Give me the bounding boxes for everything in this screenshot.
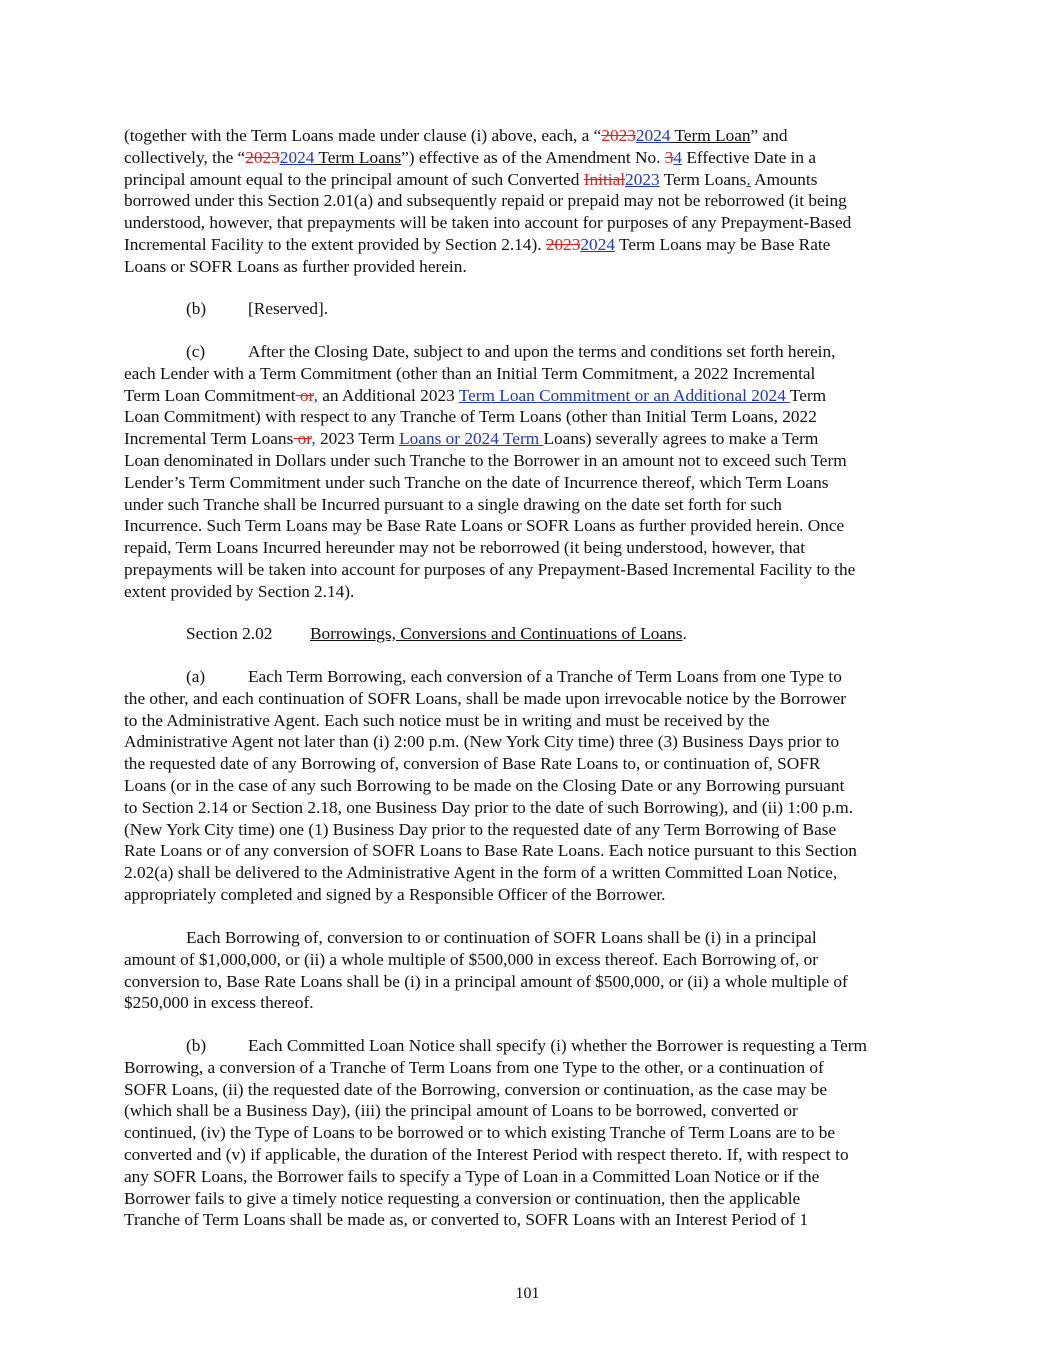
text-line: repaid, Term Loans Incurred hereunder may not be reborrowed (it being understood, however, that: [124, 538, 806, 558]
deleted-text: or: [295, 385, 314, 405]
inserted-text: 2023: [625, 169, 660, 189]
paragraph-label: (b): [186, 299, 207, 318]
text-line: Loans (or in the case of any such Borrowing to be made on the Closing Date or any Borrowing pursuant: [124, 775, 845, 795]
text-line: (which shall be a Business Day), (iii) the principal amount of Loans to be borrowed, converted or: [124, 1101, 798, 1121]
defined-term: Term Loans: [314, 147, 402, 167]
deleted-text: 3: [664, 147, 674, 167]
text-line: collectively, the “20232024 Term Loans”) effective as of the Amendment No. 34 Effective Date in a: [124, 147, 817, 167]
text-line: $250,000 in excess thereof.: [124, 993, 314, 1013]
paragraph-2-02-a: [124, 666, 934, 906]
text-line: extent provided by Section 2.14).: [124, 581, 355, 601]
text-line: (New York City time) one (1) Business Day prior to the requested date of any Term Borrowing of Base: [124, 819, 837, 839]
text-line: Lender’s Term Commitment under such Tranche on the date of Incurrence thereof, which Term Loans: [124, 472, 829, 492]
paragraph-label: (a): [186, 667, 206, 686]
text-line: to the Administrative Agent. Each such notice must be in writing and must be received by the: [124, 710, 770, 730]
text-line: prepayments will be taken into account for purposes of any Prepayment-Based Incremental Facility to the: [124, 559, 856, 579]
inserted-text: ,: [311, 429, 316, 449]
paragraph-2-02-b: [124, 1035, 934, 1231]
paragraph-c: [124, 341, 934, 603]
text-line: the other, and each continuation of SOFR Loans, shall be made upon irrevocable notice by the Borrower: [124, 688, 847, 708]
section-title: Borrowings, Conversions and Continuations of Loans: [310, 624, 683, 643]
deleted-text: 2023: [601, 126, 636, 145]
text-line: each Lender with a Term Commitment (other than an Initial Term Commitment, a 2022 Incremental: [124, 363, 816, 383]
deleted-text: 2023: [245, 147, 280, 167]
text-line: Administrative Agent not later than (i) 2:00 p.m. (New York City time) three (3) Business Days prior to: [124, 732, 840, 752]
text-line: Borrowing, a conversion of a Tranche of Term Loans from one Type to the other, or a continuation of: [124, 1057, 824, 1077]
section-number: Section 2.02: [186, 624, 273, 643]
text-line: Incremental Facility to the extent provided by Section 2.14). 20232024 Term Loans may be Base Rate: [124, 234, 831, 254]
text-line: continued, (iv) the Type of Loans to be borrowed or to which existing Tranche of Term Loans are to be: [124, 1123, 836, 1143]
text-line: any SOFR Loans, the Borrower fails to specify a Type of Loan in a Committed Loan Notice or if the: [124, 1166, 820, 1186]
text-line: principal amount equal to the principal amount of such Converted Initial2023 Term Loans. Amounts: [124, 169, 818, 189]
paragraph-label: (c): [186, 342, 206, 361]
paragraph-text: [Reserved].: [248, 299, 329, 318]
page-number: 101: [515, 1285, 540, 1302]
text-line: 2.02(a) shall be delivered to the Administrative Agent in the form of a written Committed Loan Notice,: [124, 863, 838, 883]
text-line: Borrower fails to give a timely notice requesting a conversion or continuation, then the applicable: [124, 1188, 801, 1208]
text-line: SOFR Loans, (ii) the requested date of the Borrowing, conversion or continuation, as the case may be: [124, 1079, 828, 1099]
deleted-text: Initial: [583, 169, 626, 189]
text-line: (c) After the Closing Date, subject to and upon the terms and conditions set forth herein,: [186, 342, 836, 361]
text-line: Loans or SOFR Loans as further provided herein.: [124, 256, 467, 276]
text-line: Each Borrowing of, conversion to or continuation of SOFR Loans shall be (i) in a principal: [186, 928, 817, 947]
text-line: understood, however, that prepayments will be taken into account for purposes of any Prepayment-Based: [124, 213, 852, 233]
text-line: under such Tranche shall be Incurred pursuant to a single drawing on the date set forth for such: [124, 494, 782, 514]
paragraph-minimum-amounts: [124, 927, 934, 1014]
text-line: (b) Each Committed Loan Notice shall specify (i) whether the Borrower is requesting a Term: [186, 1036, 867, 1055]
paragraph-label: (b): [186, 1036, 207, 1055]
text-line: borrowed under this Section 2.01(a) and subsequently repaid or prepaid may not be reborrowed (it being: [124, 191, 847, 211]
text-line: Incremental Term Loans or, 2023 Term Loans or 2024 Term Loans) severally agrees to make a Term: [124, 429, 819, 449]
inserted-text: Term Loan Commitment or an Additional 2024: [458, 385, 790, 405]
defined-term: Term Loan: [670, 126, 751, 145]
text-line: (a) Each Term Borrowing, each conversion of a Tranche of Term Loans from one Type to: [186, 667, 842, 686]
inserted-text: 4: [673, 147, 683, 167]
section-heading: Section 2.02 Borrowings, Conversions and Continuations of Loans.: [186, 624, 687, 643]
inserted-text: 2024: [580, 234, 615, 254]
text-line: Loan Commitment) with respect to any Tranche of Term Loans (other than Initial Term Loans, 2022: [124, 407, 817, 427]
deleted-text: 2023: [545, 234, 581, 254]
inserted-text: .: [746, 169, 751, 189]
inserted-text: 2024: [279, 147, 315, 167]
text-line: Tranche of Term Loans shall be made as, or converted to, SOFR Loans with an Interest Period of 1: [124, 1210, 809, 1230]
text-line: converted and (v) if applicable, the duration of the Interest Period with respect thereto. If, with respect to: [124, 1144, 849, 1164]
inserted-text: Loans or 2024 Term: [399, 429, 544, 449]
text-line: Rate Loans or of any conversion of SOFR Loans to Base Rate Loans. Each notice pursuant to this Section: [124, 841, 857, 861]
text-line: amount of $1,000,000, or (ii) a whole multiple of $500,000 in excess thereof. Each Borrowing of, or: [124, 949, 818, 969]
paragraph-a-continuation: [124, 125, 934, 278]
paragraph-b-reserved: [124, 298, 934, 320]
text-line: to Section 2.14 or Section 2.18, one Business Day prior to the date of such Borrowing), and (ii) 1:00 p.m.: [124, 797, 854, 817]
text-line: Loan denominated in Dollars under such Tranche to the Borrower in an amount not to exceed such Term: [124, 450, 847, 470]
text-line: Incurrence. Such Term Loans may be Base Rate Loans or SOFR Loans as further provided herein. Once: [124, 516, 845, 536]
text-line: appropriately completed and signed by a Responsible Officer of the Borrower.: [124, 884, 666, 904]
inserted-text: ,: [313, 385, 318, 405]
inserted-text: 2024: [635, 126, 671, 145]
text-line: (together with the Term Loans made under clause (i) above, each, a “20232024 Term Loan” and: [124, 126, 788, 145]
text-line: the requested date of any Borrowing of, conversion of Base Rate Loans to, or continuation of, SOFR: [124, 754, 821, 774]
deleted-text: or: [293, 429, 312, 449]
text-line: Term Loan Commitment or, an Additional 2023 Term Loan Commitment or an Additional 2024 Term: [124, 385, 827, 405]
text-line: conversion to, Base Rate Loans shall be (i) in a principal amount of $500,000, or (ii) a whole multiple of: [124, 971, 848, 991]
